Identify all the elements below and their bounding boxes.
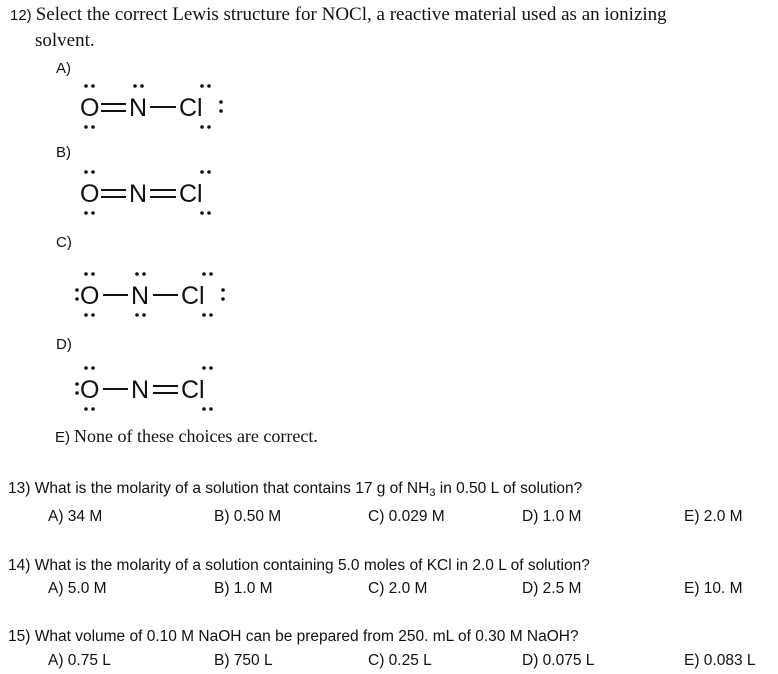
choice-d-label[interactable]: D) — [56, 336, 72, 353]
lone-pair-dot — [200, 170, 204, 174]
lewis-structure-a — [60, 82, 300, 142]
question-12-text-line1: Select the correct Lewis structure for NOCl, a reactive material used as an ionizing — [35, 4, 667, 25]
choice-e[interactable] — [55, 426, 318, 447]
lone-pair-dot — [207, 84, 211, 88]
lewis-structure-c — [60, 270, 320, 330]
q13-option-e[interactable]: E) 2.0 M — [684, 508, 743, 525]
lone-pair-dot — [91, 366, 95, 370]
lone-pair-dot — [140, 84, 144, 88]
lone-pair-dot — [207, 170, 211, 174]
lone-pair-dot — [84, 125, 88, 129]
lone-pair-dot — [219, 109, 223, 113]
lone-pair-dot — [202, 366, 206, 370]
lone-pair-dot — [84, 84, 88, 88]
q14-option-c[interactable]: C) 2.0 M — [368, 580, 428, 597]
question-15-number: 15) — [8, 628, 31, 645]
question-15-text: What volume of 0.10 M NaOH can be prepared from 250. mL of 0.30 M NaOH? — [34, 628, 579, 645]
atom-cl: Cl — [181, 376, 205, 404]
lone-pair-dot — [200, 84, 204, 88]
lone-pair-dot — [91, 407, 95, 411]
lone-pair-dot — [75, 288, 79, 292]
lone-pair-dot — [91, 211, 95, 215]
lone-pair-dot — [84, 272, 88, 276]
lone-pair-dot — [135, 313, 139, 317]
q14-option-e[interactable]: E) 10. M — [684, 580, 743, 597]
q14-option-d[interactable]: D) 2.5 M — [522, 580, 582, 597]
atom-o: O — [80, 376, 100, 404]
question-13-text-before: What is the molarity of a solution that contains 17 g of NH — [34, 480, 430, 497]
lone-pair-dot — [219, 100, 223, 104]
choice-a-label[interactable]: A) — [56, 60, 71, 77]
question-13-subscript: 3 — [429, 487, 436, 499]
lone-pair-dot — [84, 211, 88, 215]
lewis-structure-d — [60, 364, 320, 424]
choice-e-label: E) — [55, 429, 70, 446]
lone-pair-dot — [202, 272, 206, 276]
lone-pair-dot — [91, 272, 95, 276]
lone-pair-dot — [209, 313, 213, 317]
q15-option-e[interactable]: E) 0.083 L — [684, 652, 756, 669]
question-13-text-after: in 0.50 L of solution? — [435, 480, 583, 497]
question-13-number: 13) — [8, 480, 31, 497]
question-12-number: 12) — [10, 7, 32, 24]
q13-option-c[interactable]: C) 0.029 M — [368, 508, 445, 525]
lone-pair-dot — [142, 272, 146, 276]
lone-pair-dot — [202, 407, 206, 411]
q14-option-b[interactable]: B) 1.0 M — [214, 580, 273, 597]
lone-pair-dot — [207, 211, 211, 215]
atom-n: N — [129, 180, 148, 208]
lone-pair-dot — [209, 272, 213, 276]
lone-pair-dot — [133, 84, 137, 88]
lone-pair-dot — [75, 297, 79, 301]
lone-pair-dot — [221, 297, 225, 301]
lone-pair-dot — [209, 407, 213, 411]
question-12-text-line2: solvent. — [35, 30, 95, 51]
lone-pair-dot — [200, 125, 204, 129]
q14-option-a[interactable]: A) 5.0 M — [48, 580, 107, 597]
atom-o: O — [80, 94, 100, 122]
lone-pair-dot — [207, 125, 211, 129]
q13-option-d[interactable]: D) 1.0 M — [522, 508, 582, 525]
lone-pair-dot — [84, 366, 88, 370]
atom-cl: Cl — [179, 94, 203, 122]
q13-option-a[interactable]: A) 34 M — [48, 508, 103, 525]
lone-pair-dot — [221, 288, 225, 292]
lone-pair-dot — [84, 170, 88, 174]
lone-pair-dot — [75, 391, 79, 395]
atom-o: O — [80, 282, 100, 310]
choice-c-label[interactable]: C) — [56, 234, 72, 251]
atom-cl: Cl — [179, 180, 203, 208]
lone-pair-dot — [209, 366, 213, 370]
lone-pair-dot — [75, 382, 79, 386]
lone-pair-dot — [135, 272, 139, 276]
q13-option-b[interactable]: B) 0.50 M — [214, 508, 282, 525]
question-14-stem — [8, 557, 590, 575]
lone-pair-dot — [91, 170, 95, 174]
lone-pair-dot — [91, 313, 95, 317]
question-14-text: What is the molarity of a solution containing 5.0 moles of KCl in 2.0 L of solution? — [34, 557, 590, 574]
lone-pair-dot — [91, 125, 95, 129]
lone-pair-dot — [200, 211, 204, 215]
choice-e-text: None of these choices are correct. — [74, 426, 318, 446]
q15-option-a[interactable]: A) 0.75 L — [48, 652, 111, 669]
choice-b-label[interactable]: B) — [56, 144, 71, 161]
atom-n: N — [131, 376, 150, 404]
lewis-structure-b — [60, 168, 300, 228]
q15-option-b[interactable]: B) 750 L — [214, 652, 273, 669]
lone-pair-dot — [84, 313, 88, 317]
question-13-stem — [8, 480, 582, 499]
question-15-stem — [8, 628, 579, 646]
lone-pair-dot — [202, 313, 206, 317]
q15-option-c[interactable]: C) 0.25 L — [368, 652, 432, 669]
q15-option-d[interactable]: D) 0.075 L — [522, 652, 595, 669]
lone-pair-dot — [142, 313, 146, 317]
atom-cl: Cl — [181, 282, 205, 310]
question-12-stem — [10, 4, 667, 26]
question-14-number: 14) — [8, 557, 31, 574]
atom-n: N — [131, 282, 150, 310]
lone-pair-dot — [91, 84, 95, 88]
atom-n: N — [129, 94, 148, 122]
atom-o: O — [80, 180, 100, 208]
lone-pair-dot — [84, 407, 88, 411]
